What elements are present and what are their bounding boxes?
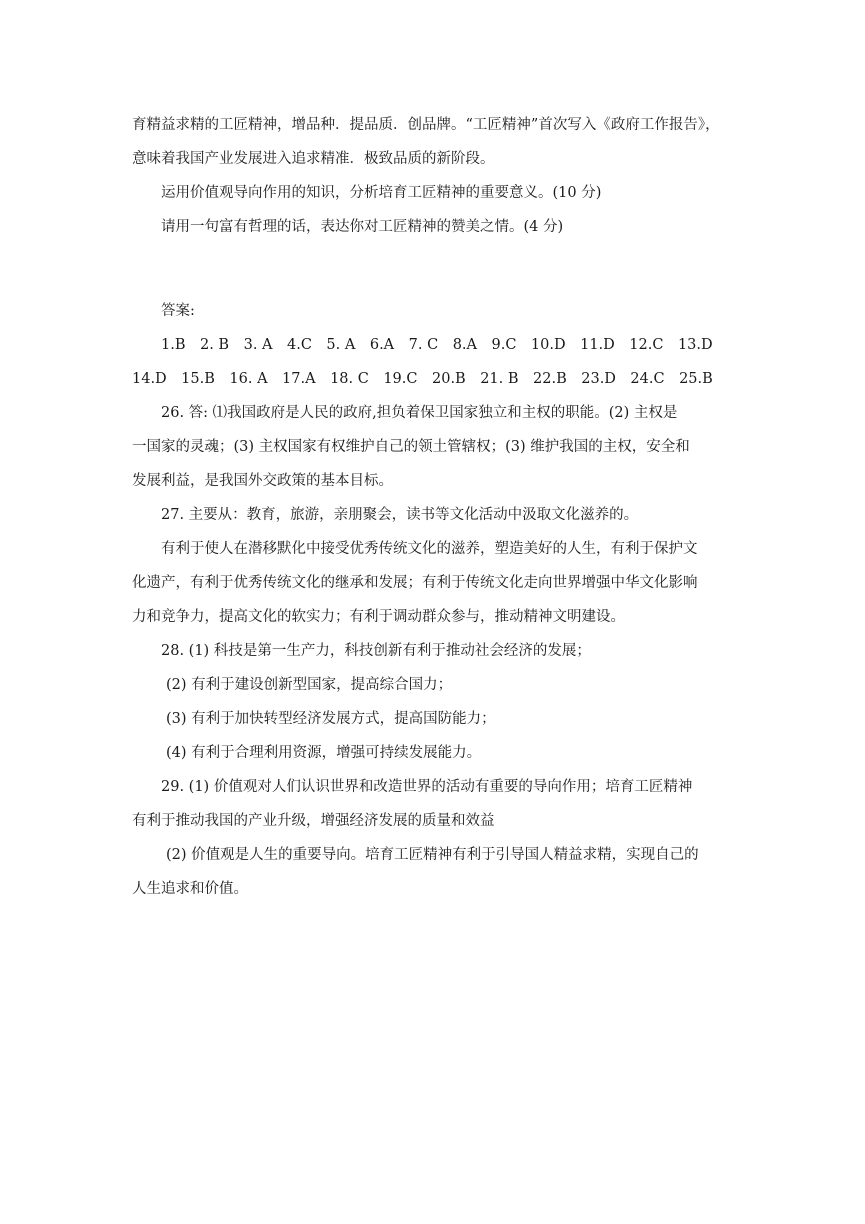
q29-line-3: (2) 价值观是人生的重要导向。培育工匠精神有利于引导国人精益求精，实现自己的 (166, 847, 699, 863)
mc-answers-line-2: 14.D 15.B 16. A 17.A 18. C 19.C 20.B 21. B 22.B 23.D 24.C 25.B (132, 371, 713, 387)
answers-heading: 答案: (161, 303, 195, 319)
q28-line-2: (2) 有利于建设创新型国家，提高综合国力； (166, 677, 453, 693)
intro-line-1: 育精益求精的工匠精神，增品种．提品质．创品牌。“工匠精神”首次写入《政府工作报告》， (132, 117, 720, 133)
q29-line-4: 人生追求和价值。 (132, 881, 248, 897)
q27-line-4: 力和竞争力，提高文化的软实力；有利于调动群众参与，推动精神文明建设。 (132, 609, 625, 625)
q27-line-2: 有利于使人在潜移默化中接受优秀传统文化的滋养，塑造美好的人生，有利于保护文 (161, 541, 698, 557)
mc-answers-line-1: 1.B 2. B 3. A 4.C 5. A 6.A 7. C 8.A 9.C 10.D 11.D 12.C 13.D (161, 337, 713, 353)
q29-line-2: 有利于推动我国的产业升级，增强经济发展的质量和效益 (132, 813, 495, 829)
spacer (132, 244, 738, 294)
document-page (132, 108, 738, 906)
q29-line-1: 29. (1) 价值观对人们认识世界和改造世界的活动有重要的导向作用；培育工匠精神 (161, 779, 693, 795)
q26-line-2: 一国家的灵魂；(3) 主权国家有权维护自己的领土管辖权；(3) 维护我国的主权，安全和 (132, 439, 690, 455)
question-instruction-1: 运用价值观导向作用的知识，分析培育工匠精神的重要意义。(10 分) (161, 185, 602, 201)
q26-line-3: 发展利益，是我国外交政策的基本目标。 (132, 473, 393, 489)
q28-line-4: (4) 有利于合理利用资源，增强可持续发展能力。 (166, 745, 482, 761)
q26-line-1: 26. 答: ⑴我国政府是人民的政府,担负着保卫国家独立和主权的职能。(2) 主权是 (161, 405, 678, 421)
intro-line-2: 意味着我国产业发展进入追求精准．极致品质的新阶段。 (132, 151, 495, 167)
q28-line-1: 28. (1) 科技是第一生产力，科技创新有利于推动社会经济的发展； (161, 643, 591, 659)
q27-line-1: 27. 主要从：教育，旅游，亲朋聚会，读书等文化活动中汲取文化滋养的。 (161, 507, 639, 523)
q27-line-3: 化遗产，有利于优秀传统文化的继承和发展；有利于传统文化走向世界增强中华文化影响 (132, 575, 698, 591)
question-instruction-2: 请用一句富有哲理的话，表达你对工匠精神的赞美之情。(4 分) (161, 219, 564, 235)
q28-line-3: (3) 有利于加快转型经济发展方式，提高国防能力； (166, 711, 496, 727)
